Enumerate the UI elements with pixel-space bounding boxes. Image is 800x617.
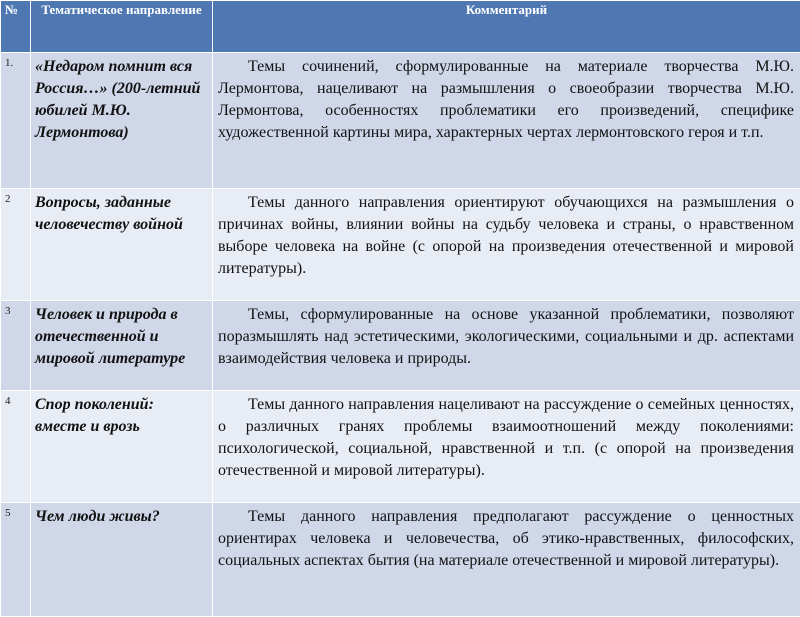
row-number: 5 bbox=[1, 503, 31, 617]
table-row bbox=[1, 391, 800, 503]
row-comment: Темы сочинений, сформулированные на материале творчества М.Ю. Лермонтова, нацеливают на размышления о своеобразии творчества М.Ю. Лермонтова, особенностях проблематики его произведений, специфике художественной картины мира, характерных чертах лермонтовского героя и т.п. bbox=[213, 53, 800, 189]
row-comment: Темы данного направления нацеливают на рассуждение о семейных ценностях, о различных гранях проблемы взаимоотношений между поколениями: психологической, социальной, нравственной и т.п. (с опорой на произведения отечественной и мировой литературы). bbox=[213, 391, 800, 503]
row-number: 2 bbox=[1, 189, 31, 301]
table-row bbox=[1, 503, 800, 617]
row-number: 3 bbox=[1, 301, 31, 391]
row-topic: Спор поколений: вместе и врозь bbox=[31, 391, 213, 503]
row-topic: Чем люди живы? bbox=[31, 503, 213, 617]
row-comment: Темы данного направления ориентируют обучающихся на размышления о причинах войны, влиянии войны на судьбу человека и страны, о нравственном выборе человека на войне (с опорой на произведения отечественной и мировой литературы). bbox=[213, 189, 800, 301]
table-row bbox=[1, 189, 800, 301]
row-comment: Темы, сформулированные на основе указанной проблематики, позволяют поразмышлять над эстетическими, экологическими, социальными и др. аспектами взаимодействия человека и природы. bbox=[213, 301, 800, 391]
row-number: 1. bbox=[1, 53, 31, 189]
header-topic: Тематическое направление bbox=[31, 1, 213, 53]
header-comment: Комментарий bbox=[213, 1, 800, 53]
row-topic: «Недаром помнит вся Россия…» (200-летний юбилей М.Ю. Лермонтова) bbox=[31, 53, 213, 189]
table-row bbox=[1, 301, 800, 391]
header-number: № bbox=[1, 1, 31, 53]
table-header-row bbox=[1, 1, 800, 53]
row-topic: Вопросы, заданные человечеству войной bbox=[31, 189, 213, 301]
row-number: 4 bbox=[1, 391, 31, 503]
row-topic: Человек и природа в отечественной и мировой литературе bbox=[31, 301, 213, 391]
row-comment: Темы данного направления предполагают рассуждение о ценностных ориентирах человека и человечества, об этико-нравственных, философских, социальных аспектах бытия (на материале отечественной и мировой литературы). bbox=[213, 503, 800, 617]
table-row bbox=[1, 53, 800, 189]
